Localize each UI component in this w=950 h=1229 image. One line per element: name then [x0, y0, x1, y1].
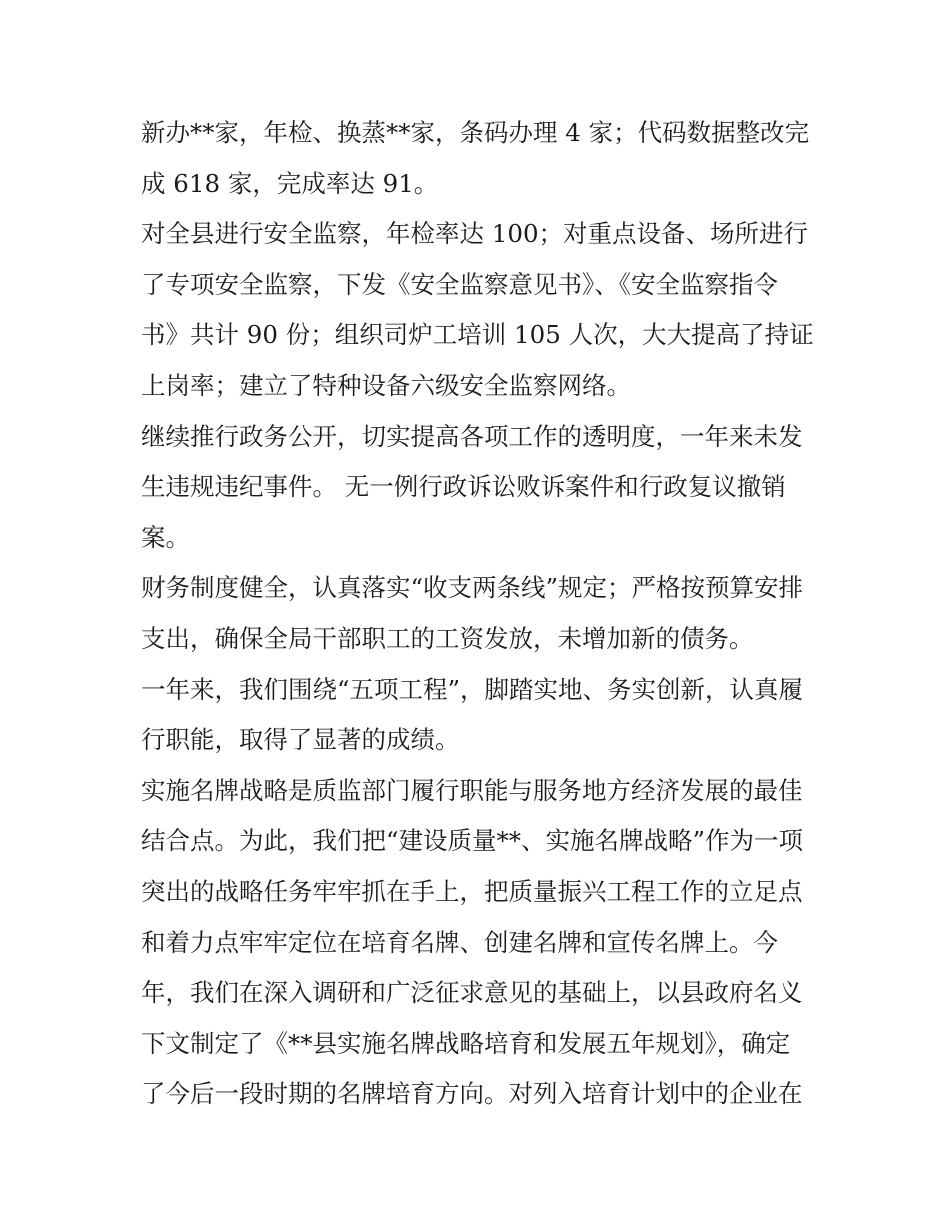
text-line: 下文制定了《**县实施名牌战略培育和发展五年规划》，确定: [141, 1028, 791, 1058]
text-line: 新办**家，年检、换蒸**家，条码办理 4 家；代码数据整改完: [141, 118, 810, 147]
text-line: 年，我们在深入调研和广泛征求意见的基础上，以县政府名义: [141, 978, 803, 1008]
text-line: 和着力点牢牢定位在培育名牌、创建名牌和宣传名牌上。今: [141, 927, 778, 957]
text-line: 一年来，我们围绕“五项工程”，脚踏实地、务实创新，认真履: [141, 674, 804, 704]
text-line: 书》共计 90 份；组织司炉工培训 105 人次，大大提高了持证: [141, 320, 814, 350]
text-line: 成 618 家，完成率达 91。: [141, 168, 439, 198]
text-line: 继续推行政务公开，切实提高各项工作的透明度，一年来未发: [141, 421, 803, 451]
text-line: 案。: [141, 522, 190, 552]
text-line: 对全县进行安全监察，年检率达 100；对重点设备、场所进行: [141, 219, 809, 249]
text-line: 了专项安全监察，下发《安全监察意见书》、《安全监察指令: [141, 269, 778, 299]
text-line: 生违规违纪事件。 无一例行政诉讼败诉案件和行政复议撤销: [141, 472, 786, 502]
text-line: 了今后一段时期的名牌培育方向。对列入培育计划中的企业在: [141, 1079, 803, 1109]
text-line: 结合点。为此，我们把“建设质量**、实施名牌战略”作为一项: [141, 826, 804, 856]
text-line: 上岗率；建立了特种设备六级安全监察网络。: [141, 370, 631, 400]
text-line: 突出的战略任务牢牢抓在手上，把质量振兴工程工作的立足点: [141, 876, 803, 906]
body-text: [141, 108, 821, 1120]
text-line: 支出，确保全局干部职工的工资发放，未增加新的债务。: [141, 623, 754, 653]
text-line: 行职能，取得了显著的成绩。: [141, 725, 460, 755]
text-line: 财务制度健全，认真落实“收支两条线”规定；严格按预算安排: [141, 573, 804, 603]
text-line: 实施名牌战略是质监部门履行职能与服务地方经济发展的最佳: [141, 775, 803, 805]
